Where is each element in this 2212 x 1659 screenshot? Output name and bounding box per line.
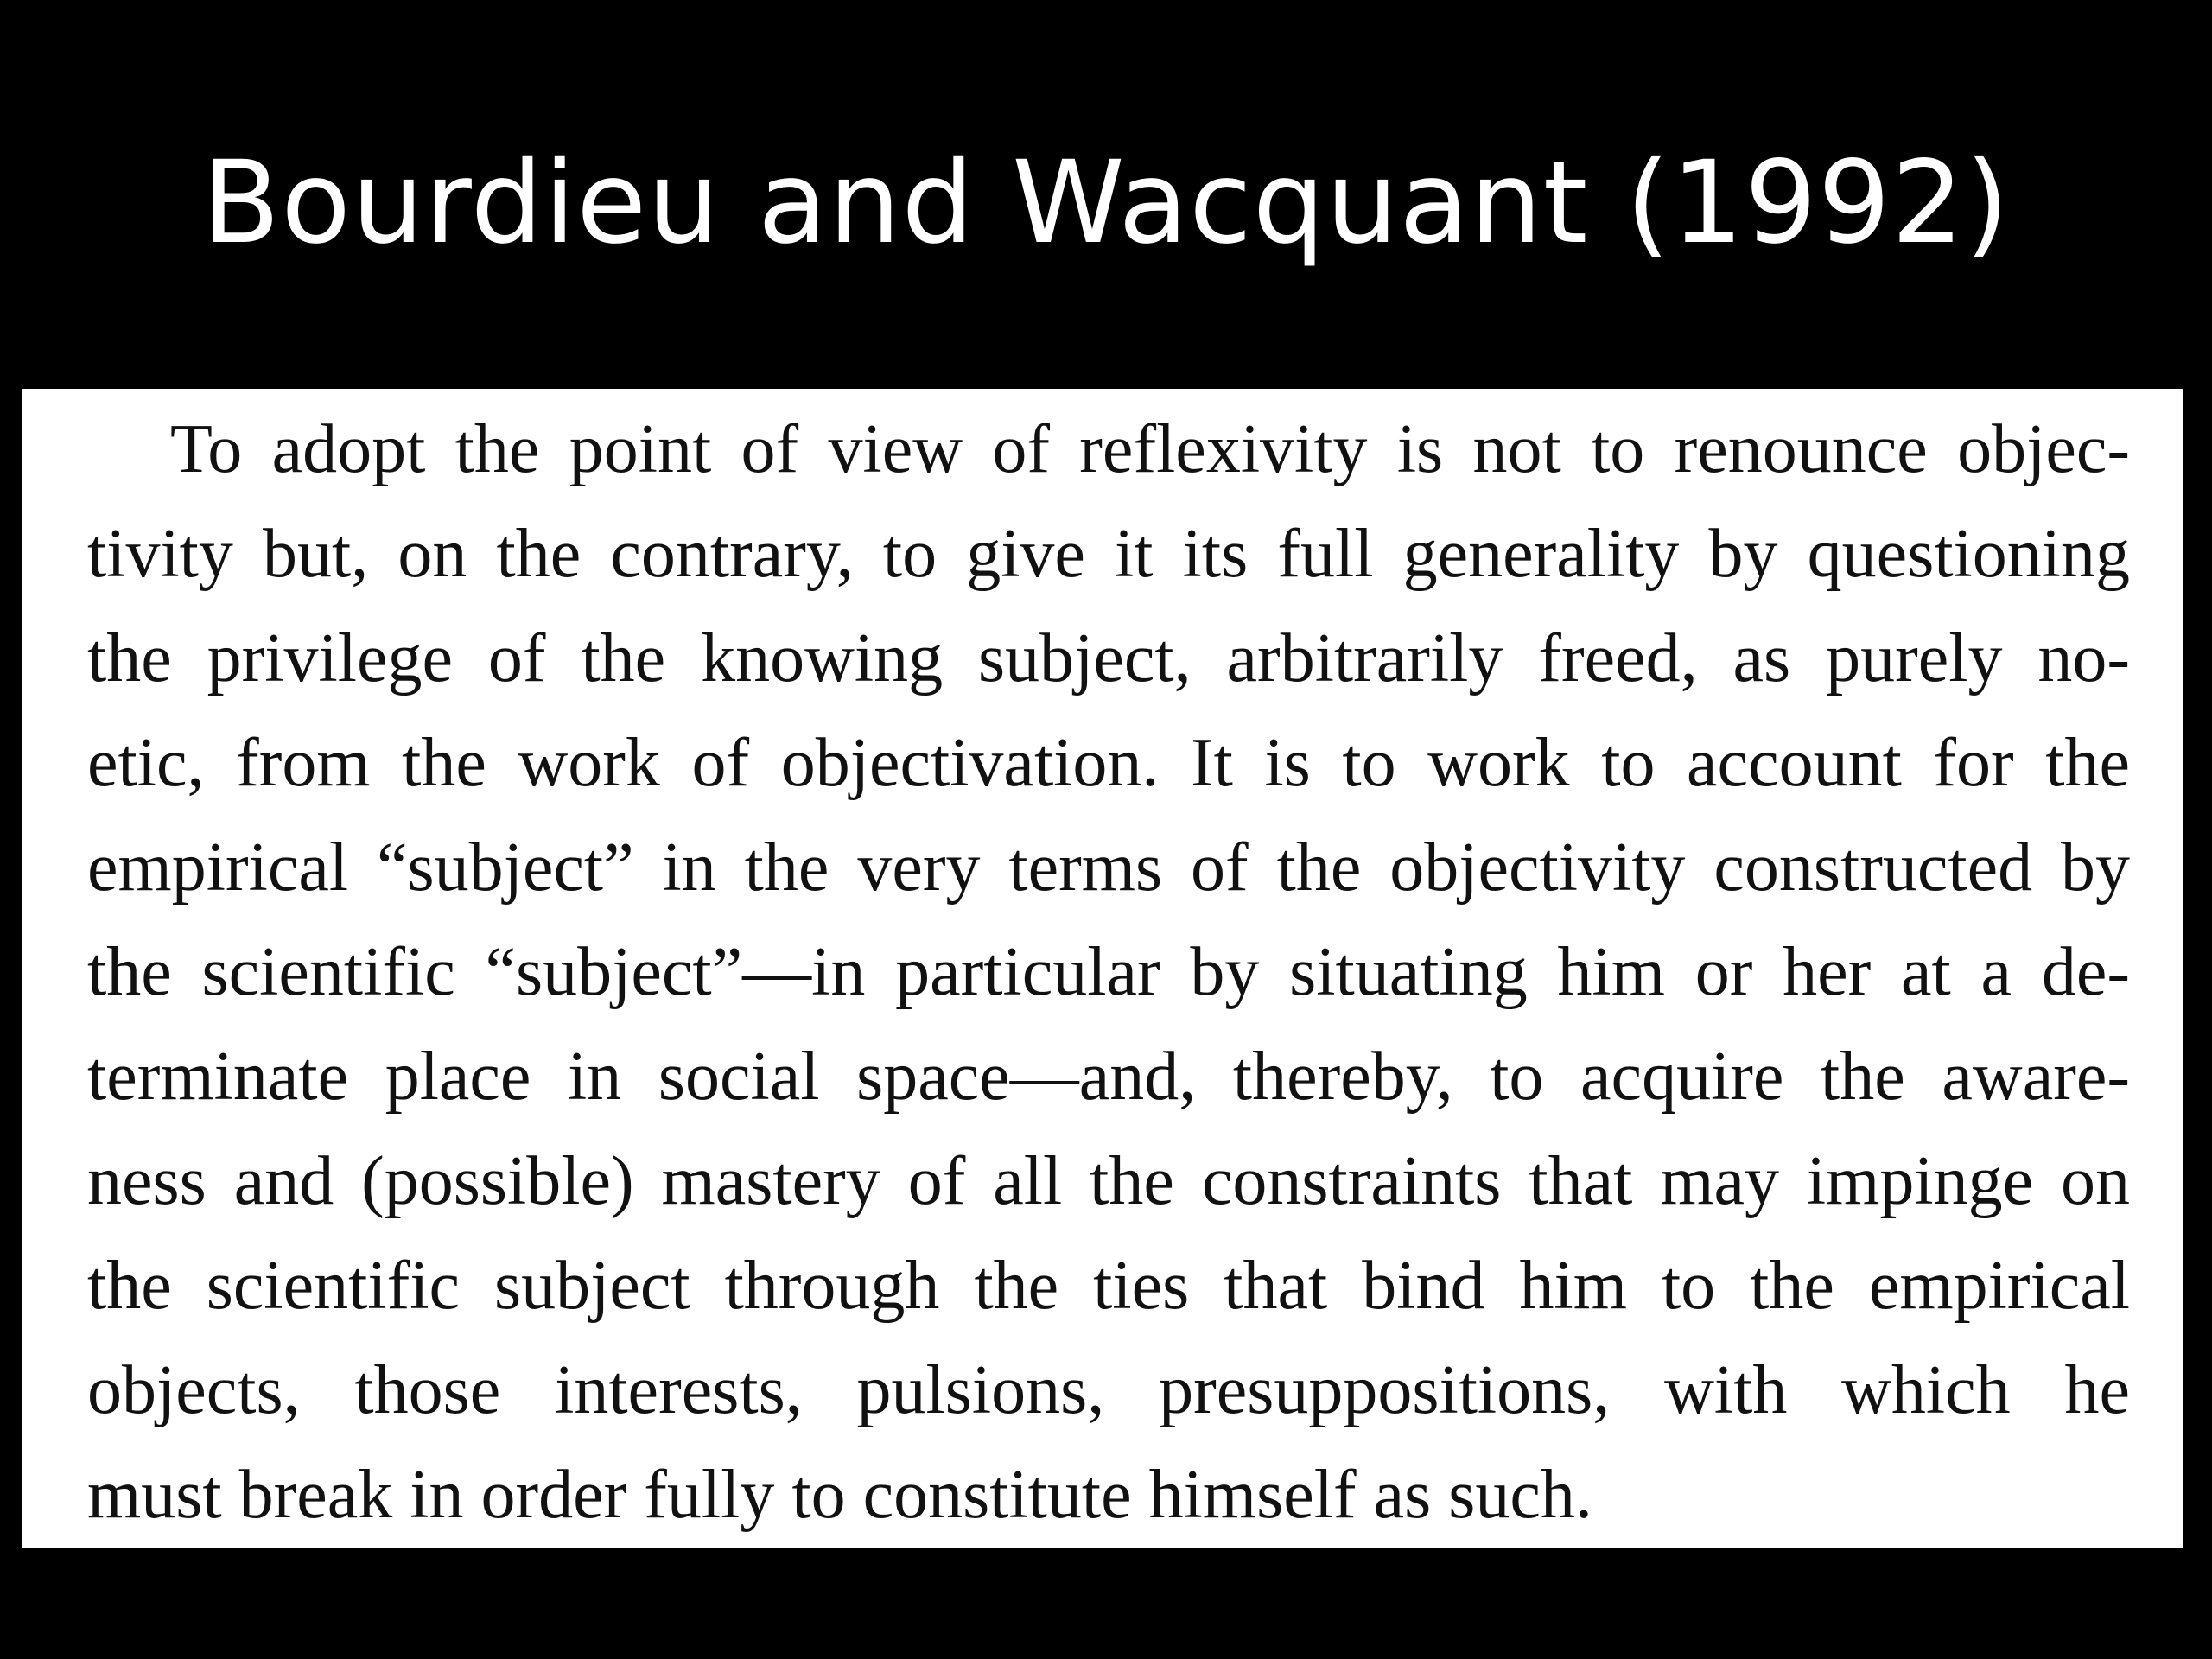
- excerpt-line: objects, those interests, pulsions, presuppositions, with which he: [87, 1352, 2130, 1428]
- excerpt-line: tivity but, on the contrary, to give it its full generality by questioning: [87, 516, 2130, 592]
- excerpt-line: the privilege of the knowing subject, arbitrarily freed, as purely no-: [87, 620, 2130, 696]
- excerpt-line: must break in order fully to constitute himself as such.: [87, 1457, 1592, 1533]
- slide-title: Bourdieu and Wacquant (1992): [201, 137, 2011, 270]
- excerpt-line: To adopt the point of view of reflexivity is not to renounce objec-: [170, 411, 2130, 487]
- excerpt-line: the scientific “subject”—in particular by situating him or her at a de-: [87, 934, 2130, 1010]
- quoted-excerpt-image: [22, 389, 2183, 1548]
- excerpt-line: ness and (possible) mastery of all the constraints that may impinge on: [87, 1143, 2130, 1219]
- excerpt-line: etic, from the work of objectivation. It is to work to account for the: [87, 725, 2130, 801]
- excerpt-line: empirical “subject” in the very terms of the objectivity constructed by: [87, 830, 2130, 906]
- excerpt-text-block: [87, 397, 2130, 1548]
- excerpt-line: terminate place in social space—and, thereby, to acquire the aware-: [87, 1039, 2130, 1115]
- excerpt-line: the scientific subject through the ties that bind him to the empirical: [87, 1248, 2130, 1324]
